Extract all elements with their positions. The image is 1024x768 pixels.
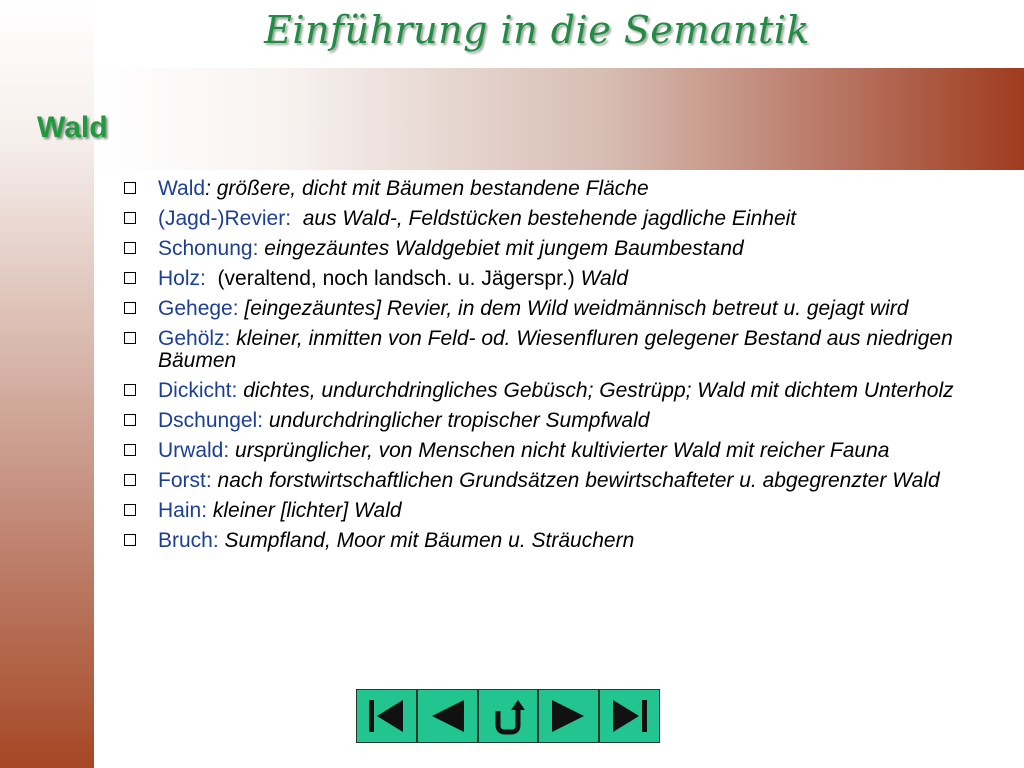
square-bullet-icon — [124, 212, 136, 224]
square-bullet-icon — [124, 384, 136, 396]
definition-plain: (veraltend, noch landsch. u. Jägerspr.) — [217, 267, 581, 290]
list-item — [124, 440, 984, 462]
definition: dichtes, undurchdringliches Gebüsch; Gestrüpp; Wald mit dichtem Unterholz — [243, 379, 954, 402]
list-item — [124, 268, 984, 290]
next-slide-icon — [546, 695, 592, 737]
term: (Jagd-)Revier: — [158, 207, 292, 230]
square-bullet-icon — [124, 332, 136, 344]
term: Gehege: — [158, 297, 239, 320]
list-item — [124, 500, 984, 522]
definition: Sumpfland, Moor mit Bäumen u. Sträuchern — [224, 529, 635, 552]
term-separator: : — [205, 177, 217, 200]
square-bullet-icon — [124, 182, 136, 194]
list-item — [124, 410, 984, 432]
definition: ursprünglicher, von Menschen nicht kultivierter Wald mit reicher Fauna — [235, 439, 890, 462]
square-bullet-icon — [124, 444, 136, 456]
last-slide-icon — [607, 695, 653, 737]
list-item — [124, 530, 984, 552]
definition: eingezäuntes Waldgebiet mit jungem Baumbestand — [264, 237, 744, 260]
term: Urwald: — [158, 439, 230, 462]
first-slide-button[interactable] — [356, 689, 417, 743]
next-slide-button[interactable] — [538, 689, 599, 743]
definition-list — [124, 178, 984, 560]
definition: Wald — [580, 267, 629, 290]
term: Wald — [158, 177, 206, 200]
header-title: Einführung in die Semantik — [264, 8, 810, 52]
slide-title: Wald — [37, 111, 108, 144]
return-icon — [485, 695, 531, 737]
term-separator — [291, 207, 303, 230]
term: Bruch: — [158, 529, 219, 552]
term: Dickicht: — [158, 379, 238, 402]
term: Dschungel: — [158, 409, 264, 432]
square-bullet-icon — [124, 414, 136, 426]
square-bullet-icon — [124, 534, 136, 546]
term: Holz: — [158, 267, 206, 290]
list-item — [124, 238, 984, 260]
list-item — [124, 178, 984, 200]
list-item — [124, 298, 984, 320]
term: Forst: — [158, 469, 212, 492]
square-bullet-icon — [124, 302, 136, 314]
last-slide-button[interactable] — [599, 689, 660, 743]
top-decorative-band — [94, 68, 1024, 170]
list-item — [124, 470, 984, 492]
term-separator — [206, 267, 218, 290]
return-button[interactable] — [478, 689, 539, 743]
definition: kleiner [lichter] Wald — [212, 499, 402, 522]
list-item — [124, 208, 984, 230]
slide-navigation-bar — [356, 689, 660, 743]
term: Gehölz: — [158, 327, 231, 350]
square-bullet-icon — [124, 272, 136, 284]
definition: größere, dicht mit Bäumen bestandene Fläche — [216, 177, 649, 200]
first-slide-icon — [363, 695, 409, 737]
list-item — [124, 380, 984, 402]
square-bullet-icon — [124, 474, 136, 486]
list-item — [124, 328, 984, 372]
definition: [eingezäuntes] Revier, in dem Wild weidmännisch betreut u. gejagt wird — [244, 297, 909, 320]
previous-slide-icon — [424, 695, 470, 737]
square-bullet-icon — [124, 242, 136, 254]
definition: kleiner, inmitten von Feld- od. Wiesenfluren gelegener Bestand aus niedrigen Bäumen — [158, 327, 953, 372]
term: Schonung: — [158, 237, 259, 260]
previous-slide-button[interactable] — [417, 689, 478, 743]
definition: nach forstwirtschaftlichen Grundsätzen bewirtschafteter u. abgegrenzter Wald — [217, 469, 940, 492]
square-bullet-icon — [124, 504, 136, 516]
definition: undurchdringlicher tropischer Sumpfwald — [268, 409, 650, 432]
definition: aus Wald-, Feldstücken bestehende jagdliche Einheit — [302, 207, 797, 230]
term: Hain: — [158, 499, 208, 522]
